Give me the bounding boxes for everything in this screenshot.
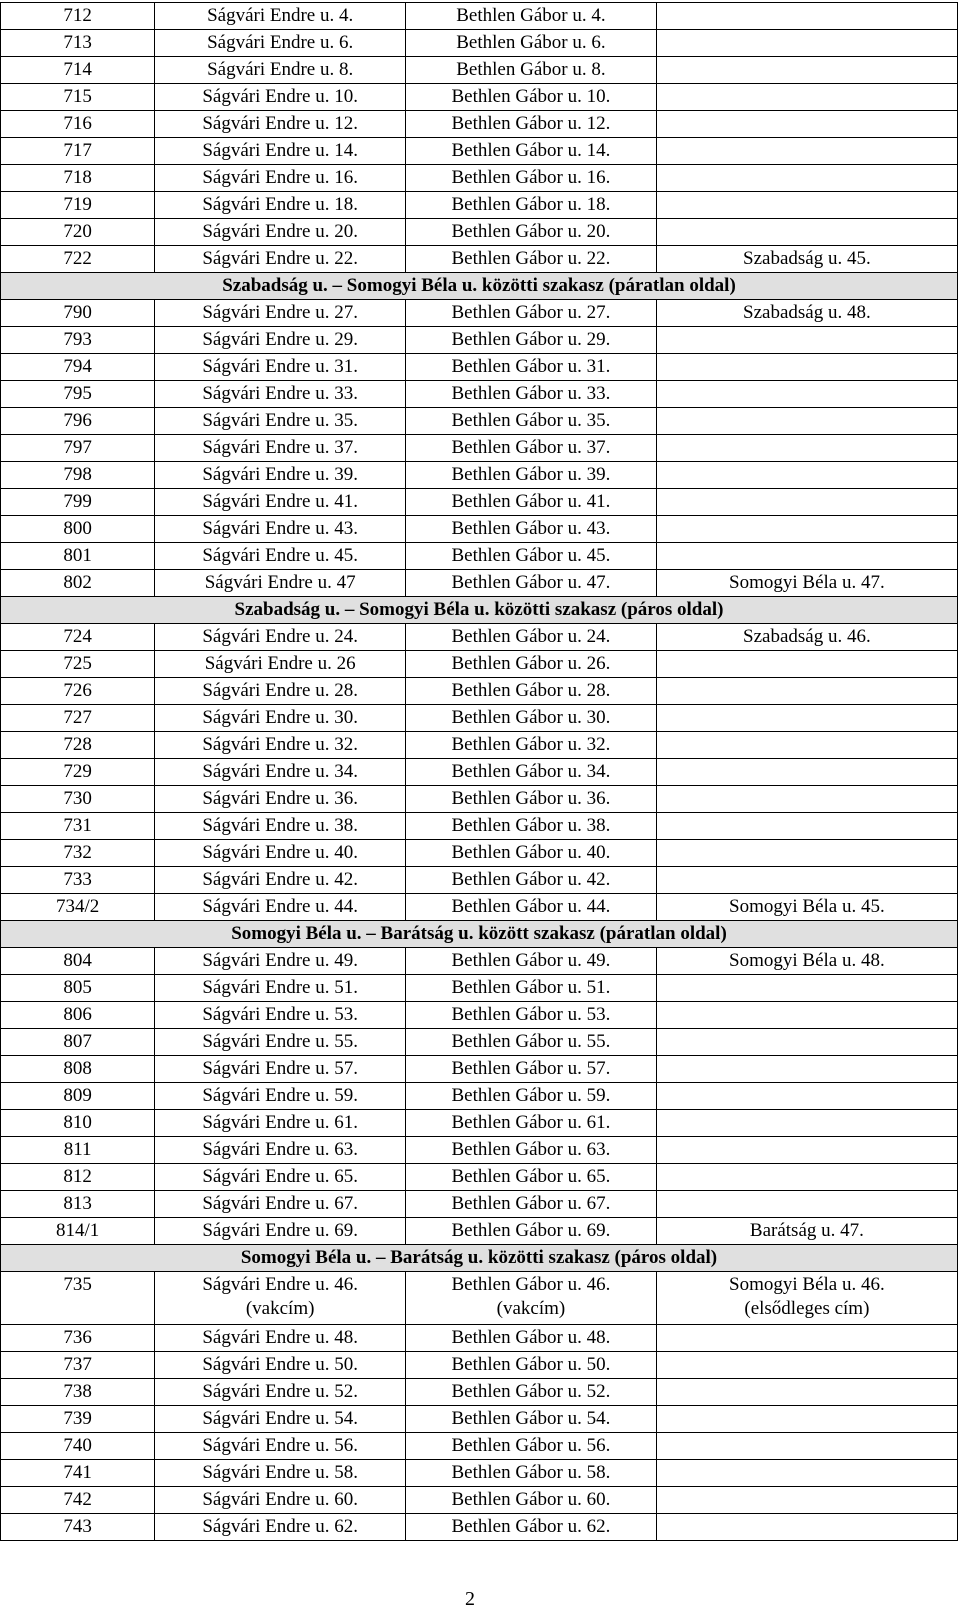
corner-address-cell xyxy=(656,1191,957,1218)
page-number: 2 xyxy=(465,1588,475,1610)
corner-address-cell xyxy=(656,1352,957,1379)
hrsz-cell: 802 xyxy=(1,570,155,597)
sagvari-address-cell: Ságvári Endre u. 24. xyxy=(155,624,406,651)
corner-address-cell: Somogyi Béla u. 45. xyxy=(656,894,957,921)
corner-address-cell xyxy=(656,1379,957,1406)
bethlen-address-cell: Bethlen Gábor u. 47. xyxy=(406,570,657,597)
sagvari-address-cell: Ságvári Endre u. 54. xyxy=(155,1406,406,1433)
corner-address-cell xyxy=(656,813,957,840)
sagvari-address-cell: Ságvári Endre u. 55. xyxy=(155,1029,406,1056)
sagvari-address-cell: Ságvári Endre u. 52. xyxy=(155,1379,406,1406)
bethlen-address-cell: Bethlen Gábor u. 35. xyxy=(406,408,657,435)
bethlen-address-cell: Bethlen Gábor u. 12. xyxy=(406,111,657,138)
table-row xyxy=(1,462,958,489)
hrsz-cell: 794 xyxy=(1,354,155,381)
bethlen-address-cell: Bethlen Gábor u. 65. xyxy=(406,1164,657,1191)
corner-address-cell xyxy=(656,1056,957,1083)
table-row xyxy=(1,489,958,516)
table-row xyxy=(1,543,958,570)
corner-address-cell xyxy=(656,1487,957,1514)
bethlen-address-cell: Bethlen Gábor u. 54. xyxy=(406,1406,657,1433)
sagvari-address-cell: Ságvári Endre u. 59. xyxy=(155,1083,406,1110)
hrsz-cell: 712 xyxy=(1,3,155,30)
bethlen-address-cell: Bethlen Gábor u. 62. xyxy=(406,1514,657,1541)
corner-address-cell xyxy=(656,84,957,111)
hrsz-cell: 741 xyxy=(1,1460,155,1487)
table-row xyxy=(1,84,958,111)
sagvari-address-cell: Ságvári Endre u. 22. xyxy=(155,246,406,273)
hrsz-cell: 716 xyxy=(1,111,155,138)
section-header-row xyxy=(1,1245,958,1272)
sagvari-address-cell: Ságvári Endre u. 34. xyxy=(155,759,406,786)
bethlen-address-cell: Bethlen Gábor u. 60. xyxy=(406,1487,657,1514)
bethlen-address-cell: Bethlen Gábor u. 55. xyxy=(406,1029,657,1056)
table-row xyxy=(1,1272,958,1325)
bethlen-address-cell: Bethlen Gábor u. 28. xyxy=(406,678,657,705)
bethlen-address-cell: Bethlen Gábor u. 53. xyxy=(406,1002,657,1029)
sagvari-address-cell: Ságvári Endre u. 53. xyxy=(155,1002,406,1029)
corner-address-cell xyxy=(656,57,957,84)
table-row xyxy=(1,894,958,921)
table-row xyxy=(1,948,958,975)
sagvari-address-cell: Ságvári Endre u. 57. xyxy=(155,1056,406,1083)
table-row xyxy=(1,651,958,678)
sagvari-address-cell: Ságvári Endre u. 50. xyxy=(155,1352,406,1379)
bethlen-address-cell: Bethlen Gábor u. 24. xyxy=(406,624,657,651)
bethlen-address-cell: Bethlen Gábor u. 51. xyxy=(406,975,657,1002)
bethlen-address-cell: Bethlen Gábor u. 52. xyxy=(406,1379,657,1406)
bethlen-address-cell: Bethlen Gábor u. 58. xyxy=(406,1460,657,1487)
hrsz-cell: 720 xyxy=(1,219,155,246)
bethlen-address-cell: Bethlen Gábor u. 14. xyxy=(406,138,657,165)
hrsz-cell: 807 xyxy=(1,1029,155,1056)
table-row xyxy=(1,975,958,1002)
hrsz-cell: 732 xyxy=(1,840,155,867)
corner-address-cell xyxy=(656,1406,957,1433)
hrsz-cell: 793 xyxy=(1,327,155,354)
sagvari-address-cell: Ságvári Endre u. 27. xyxy=(155,300,406,327)
bethlen-address-cell: Bethlen Gábor u. 56. xyxy=(406,1433,657,1460)
table-row xyxy=(1,300,958,327)
section-title: Szabadság u. – Somogyi Béla u. közötti szakasz (páratlan oldal) xyxy=(1,273,958,300)
hrsz-cell: 743 xyxy=(1,1514,155,1541)
table-row xyxy=(1,381,958,408)
corner-address-cell: Szabadság u. 45. xyxy=(656,246,957,273)
sagvari-address-cell: Ságvári Endre u. 47 xyxy=(155,570,406,597)
bethlen-address-cell: Bethlen Gábor u. 46. (vakcím) xyxy=(406,1272,657,1325)
bethlen-address-cell: Bethlen Gábor u. 37. xyxy=(406,435,657,462)
corner-address-cell xyxy=(656,192,957,219)
corner-address-cell xyxy=(656,30,957,57)
bethlen-address-cell: Bethlen Gábor u. 16. xyxy=(406,165,657,192)
bethlen-address-cell: Bethlen Gábor u. 18. xyxy=(406,192,657,219)
hrsz-cell: 805 xyxy=(1,975,155,1002)
hrsz-cell: 806 xyxy=(1,1002,155,1029)
corner-address-cell: Szabadság u. 48. xyxy=(656,300,957,327)
bethlen-address-cell: Bethlen Gábor u. 10. xyxy=(406,84,657,111)
sagvari-address-cell: Ságvári Endre u. 26 xyxy=(155,651,406,678)
table-row xyxy=(1,192,958,219)
bethlen-address-cell: Bethlen Gábor u. 36. xyxy=(406,786,657,813)
bethlen-address-cell: Bethlen Gábor u. 40. xyxy=(406,840,657,867)
table-row xyxy=(1,867,958,894)
corner-address-cell xyxy=(656,165,957,192)
table-row xyxy=(1,678,958,705)
bethlen-address-cell: Bethlen Gábor u. 27. xyxy=(406,300,657,327)
sagvari-address-cell: Ságvári Endre u. 6. xyxy=(155,30,406,57)
corner-address-cell xyxy=(656,516,957,543)
table-row xyxy=(1,1433,958,1460)
corner-address-cell xyxy=(656,3,957,30)
sagvari-address-cell: Ságvári Endre u. 37. xyxy=(155,435,406,462)
sagvari-address-cell: Ságvári Endre u. 12. xyxy=(155,111,406,138)
hrsz-cell: 808 xyxy=(1,1056,155,1083)
hrsz-cell: 739 xyxy=(1,1406,155,1433)
sagvari-address-cell: Ságvári Endre u. 43. xyxy=(155,516,406,543)
bethlen-address-cell: Bethlen Gábor u. 20. xyxy=(406,219,657,246)
table-row xyxy=(1,1487,958,1514)
table-row xyxy=(1,1137,958,1164)
corner-address-cell: Barátság u. 47. xyxy=(656,1218,957,1245)
sagvari-address-cell: Ságvári Endre u. 41. xyxy=(155,489,406,516)
corner-address-cell xyxy=(656,543,957,570)
hrsz-cell: 717 xyxy=(1,138,155,165)
sagvari-address-cell: Ságvári Endre u. 20. xyxy=(155,219,406,246)
sagvari-address-cell: Ságvári Endre u. 33. xyxy=(155,381,406,408)
bethlen-address-cell: Bethlen Gábor u. 63. xyxy=(406,1137,657,1164)
hrsz-cell: 800 xyxy=(1,516,155,543)
sagvari-address-cell: Ságvári Endre u. 29. xyxy=(155,327,406,354)
table-row xyxy=(1,570,958,597)
corner-address-cell xyxy=(656,435,957,462)
sagvari-address-cell: Ságvári Endre u. 14. xyxy=(155,138,406,165)
hrsz-cell: 737 xyxy=(1,1352,155,1379)
corner-address-cell xyxy=(656,138,957,165)
table-row xyxy=(1,354,958,381)
bethlen-address-cell: Bethlen Gábor u. 34. xyxy=(406,759,657,786)
corner-address-cell xyxy=(656,489,957,516)
sagvari-address-cell: Ságvári Endre u. 60. xyxy=(155,1487,406,1514)
table-row xyxy=(1,327,958,354)
sagvari-address-cell: Ságvári Endre u. 32. xyxy=(155,732,406,759)
corner-address-cell xyxy=(656,732,957,759)
hrsz-cell: 722 xyxy=(1,246,155,273)
hrsz-cell: 796 xyxy=(1,408,155,435)
corner-address-cell xyxy=(656,1514,957,1541)
sagvari-address-cell: Ságvári Endre u. 45. xyxy=(155,543,406,570)
hrsz-cell: 797 xyxy=(1,435,155,462)
corner-address-cell xyxy=(656,381,957,408)
table-row xyxy=(1,219,958,246)
table-row xyxy=(1,1406,958,1433)
bethlen-address-cell: Bethlen Gábor u. 6. xyxy=(406,30,657,57)
corner-address-cell xyxy=(656,840,957,867)
bethlen-address-cell: Bethlen Gábor u. 57. xyxy=(406,1056,657,1083)
bethlen-address-cell: Bethlen Gábor u. 8. xyxy=(406,57,657,84)
hrsz-cell: 733 xyxy=(1,867,155,894)
hrsz-cell: 799 xyxy=(1,489,155,516)
bethlen-address-cell: Bethlen Gábor u. 45. xyxy=(406,543,657,570)
bethlen-address-cell: Bethlen Gábor u. 41. xyxy=(406,489,657,516)
table-row xyxy=(1,57,958,84)
corner-address-cell xyxy=(656,111,957,138)
corner-address-cell xyxy=(656,1002,957,1029)
table-row xyxy=(1,435,958,462)
hrsz-cell: 729 xyxy=(1,759,155,786)
corner-address-cell xyxy=(656,867,957,894)
sagvari-address-cell: Ságvári Endre u. 31. xyxy=(155,354,406,381)
sagvari-address-cell: Ságvári Endre u. 63. xyxy=(155,1137,406,1164)
sagvari-address-cell: Ságvári Endre u. 44. xyxy=(155,894,406,921)
corner-address-cell xyxy=(656,1460,957,1487)
hrsz-cell: 731 xyxy=(1,813,155,840)
bethlen-address-cell: Bethlen Gábor u. 59. xyxy=(406,1083,657,1110)
bethlen-address-cell: Bethlen Gábor u. 32. xyxy=(406,732,657,759)
corner-address-cell xyxy=(656,462,957,489)
bethlen-address-cell: Bethlen Gábor u. 49. xyxy=(406,948,657,975)
table-row xyxy=(1,1325,958,1352)
hrsz-cell: 814/1 xyxy=(1,1218,155,1245)
bethlen-address-cell: Bethlen Gábor u. 22. xyxy=(406,246,657,273)
bethlen-address-cell: Bethlen Gábor u. 48. xyxy=(406,1325,657,1352)
corner-address-cell xyxy=(656,759,957,786)
corner-address-cell: Somogyi Béla u. 47. xyxy=(656,570,957,597)
table-row xyxy=(1,705,958,732)
sagvari-address-cell: Ságvári Endre u. 4. xyxy=(155,3,406,30)
bethlen-address-cell: Bethlen Gábor u. 61. xyxy=(406,1110,657,1137)
sagvari-address-cell: Ságvári Endre u. 38. xyxy=(155,813,406,840)
table-row xyxy=(1,624,958,651)
section-header-row xyxy=(1,921,958,948)
sagvari-address-cell: Ságvári Endre u. 39. xyxy=(155,462,406,489)
table-row xyxy=(1,516,958,543)
hrsz-cell: 813 xyxy=(1,1191,155,1218)
hrsz-cell: 719 xyxy=(1,192,155,219)
corner-address-cell xyxy=(656,408,957,435)
bethlen-address-cell: Bethlen Gábor u. 42. xyxy=(406,867,657,894)
corner-address-cell xyxy=(656,786,957,813)
hrsz-cell: 740 xyxy=(1,1433,155,1460)
table-row xyxy=(1,1218,958,1245)
sagvari-address-cell: Ságvári Endre u. 18. xyxy=(155,192,406,219)
corner-address-cell xyxy=(656,678,957,705)
hrsz-cell: 812 xyxy=(1,1164,155,1191)
table-row xyxy=(1,759,958,786)
table-row xyxy=(1,1460,958,1487)
hrsz-cell: 718 xyxy=(1,165,155,192)
bethlen-address-cell: Bethlen Gábor u. 44. xyxy=(406,894,657,921)
hrsz-cell: 736 xyxy=(1,1325,155,1352)
bethlen-address-cell: Bethlen Gábor u. 31. xyxy=(406,354,657,381)
hrsz-cell: 810 xyxy=(1,1110,155,1137)
table-row xyxy=(1,246,958,273)
table-row xyxy=(1,3,958,30)
bethlen-address-cell: Bethlen Gábor u. 4. xyxy=(406,3,657,30)
hrsz-cell: 795 xyxy=(1,381,155,408)
hrsz-cell: 728 xyxy=(1,732,155,759)
sagvari-address-cell: Ságvári Endre u. 62. xyxy=(155,1514,406,1541)
table-row xyxy=(1,165,958,192)
sagvari-address-cell: Ságvári Endre u. 46. (vakcím) xyxy=(155,1272,406,1325)
table-row xyxy=(1,1083,958,1110)
section-title: Szabadság u. – Somogyi Béla u. közötti szakasz (páros oldal) xyxy=(1,597,958,624)
corner-address-cell xyxy=(656,1110,957,1137)
bethlen-address-cell: Bethlen Gábor u. 39. xyxy=(406,462,657,489)
table-row xyxy=(1,111,958,138)
sagvari-address-cell: Ságvári Endre u. 16. xyxy=(155,165,406,192)
bethlen-address-cell: Bethlen Gábor u. 33. xyxy=(406,381,657,408)
table-row xyxy=(1,840,958,867)
sagvari-address-cell: Ságvári Endre u. 69. xyxy=(155,1218,406,1245)
hrsz-cell: 713 xyxy=(1,30,155,57)
corner-address-cell xyxy=(656,651,957,678)
hrsz-cell: 730 xyxy=(1,786,155,813)
bethlen-address-cell: Bethlen Gábor u. 29. xyxy=(406,327,657,354)
corner-address-cell xyxy=(656,219,957,246)
hrsz-cell: 734/2 xyxy=(1,894,155,921)
hrsz-cell: 738 xyxy=(1,1379,155,1406)
hrsz-cell: 726 xyxy=(1,678,155,705)
hrsz-cell: 742 xyxy=(1,1487,155,1514)
table-row xyxy=(1,408,958,435)
hrsz-cell: 790 xyxy=(1,300,155,327)
corner-address-cell xyxy=(656,354,957,381)
corner-address-cell: Szabadság u. 46. xyxy=(656,624,957,651)
bethlen-address-cell: Bethlen Gábor u. 69. xyxy=(406,1218,657,1245)
table-row xyxy=(1,138,958,165)
corner-address-cell xyxy=(656,1083,957,1110)
table-row xyxy=(1,30,958,57)
sagvari-address-cell: Ságvári Endre u. 8. xyxy=(155,57,406,84)
section-title: Somogyi Béla u. – Barátság u. közötti szakasz (páros oldal) xyxy=(1,1245,958,1272)
hrsz-cell: 735 xyxy=(1,1272,155,1325)
sagvari-address-cell: Ságvári Endre u. 40. xyxy=(155,840,406,867)
sagvari-address-cell: Ságvári Endre u. 49. xyxy=(155,948,406,975)
corner-address-cell xyxy=(656,1325,957,1352)
table-row xyxy=(1,813,958,840)
address-table xyxy=(0,2,958,1541)
sagvari-address-cell: Ságvári Endre u. 42. xyxy=(155,867,406,894)
hrsz-cell: 809 xyxy=(1,1083,155,1110)
sagvari-address-cell: Ságvári Endre u. 48. xyxy=(155,1325,406,1352)
table-row xyxy=(1,1352,958,1379)
bethlen-address-cell: Bethlen Gábor u. 67. xyxy=(406,1191,657,1218)
table-row xyxy=(1,732,958,759)
hrsz-cell: 801 xyxy=(1,543,155,570)
hrsz-cell: 804 xyxy=(1,948,155,975)
sagvari-address-cell: Ságvári Endre u. 28. xyxy=(155,678,406,705)
table-row xyxy=(1,1056,958,1083)
corner-address-cell xyxy=(656,705,957,732)
section-title: Somogyi Béla u. – Barátság u. között szakasz (páratlan oldal) xyxy=(1,921,958,948)
corner-address-cell xyxy=(656,327,957,354)
sagvari-address-cell: Ságvári Endre u. 67. xyxy=(155,1191,406,1218)
bethlen-address-cell: Bethlen Gábor u. 43. xyxy=(406,516,657,543)
table-row xyxy=(1,1110,958,1137)
address-table-body xyxy=(1,3,958,1541)
corner-address-cell xyxy=(656,1164,957,1191)
sagvari-address-cell: Ságvári Endre u. 10. xyxy=(155,84,406,111)
bethlen-address-cell: Bethlen Gábor u. 26. xyxy=(406,651,657,678)
sagvari-address-cell: Ságvári Endre u. 30. xyxy=(155,705,406,732)
sagvari-address-cell: Ságvári Endre u. 35. xyxy=(155,408,406,435)
bethlen-address-cell: Bethlen Gábor u. 30. xyxy=(406,705,657,732)
corner-address-cell xyxy=(656,1433,957,1460)
table-row xyxy=(1,786,958,813)
corner-address-cell xyxy=(656,975,957,1002)
hrsz-cell: 725 xyxy=(1,651,155,678)
table-row xyxy=(1,1029,958,1056)
table-row xyxy=(1,1379,958,1406)
sagvari-address-cell: Ságvári Endre u. 58. xyxy=(155,1460,406,1487)
corner-address-cell: Somogyi Béla u. 48. xyxy=(656,948,957,975)
sagvari-address-cell: Ságvári Endre u. 51. xyxy=(155,975,406,1002)
sagvari-address-cell: Ságvári Endre u. 56. xyxy=(155,1433,406,1460)
corner-address-cell xyxy=(656,1137,957,1164)
table-row xyxy=(1,1514,958,1541)
hrsz-cell: 724 xyxy=(1,624,155,651)
section-header-row xyxy=(1,273,958,300)
hrsz-cell: 811 xyxy=(1,1137,155,1164)
sagvari-address-cell: Ságvári Endre u. 36. xyxy=(155,786,406,813)
table-row xyxy=(1,1191,958,1218)
hrsz-cell: 727 xyxy=(1,705,155,732)
section-header-row xyxy=(1,597,958,624)
table-row xyxy=(1,1002,958,1029)
table-row xyxy=(1,1164,958,1191)
corner-address-cell: Somogyi Béla u. 46. (elsődleges cím) xyxy=(656,1272,957,1325)
bethlen-address-cell: Bethlen Gábor u. 38. xyxy=(406,813,657,840)
hrsz-cell: 714 xyxy=(1,57,155,84)
corner-address-cell xyxy=(656,1029,957,1056)
hrsz-cell: 798 xyxy=(1,462,155,489)
hrsz-cell: 715 xyxy=(1,84,155,111)
sagvari-address-cell: Ságvári Endre u. 61. xyxy=(155,1110,406,1137)
bethlen-address-cell: Bethlen Gábor u. 50. xyxy=(406,1352,657,1379)
sagvari-address-cell: Ságvári Endre u. 65. xyxy=(155,1164,406,1191)
